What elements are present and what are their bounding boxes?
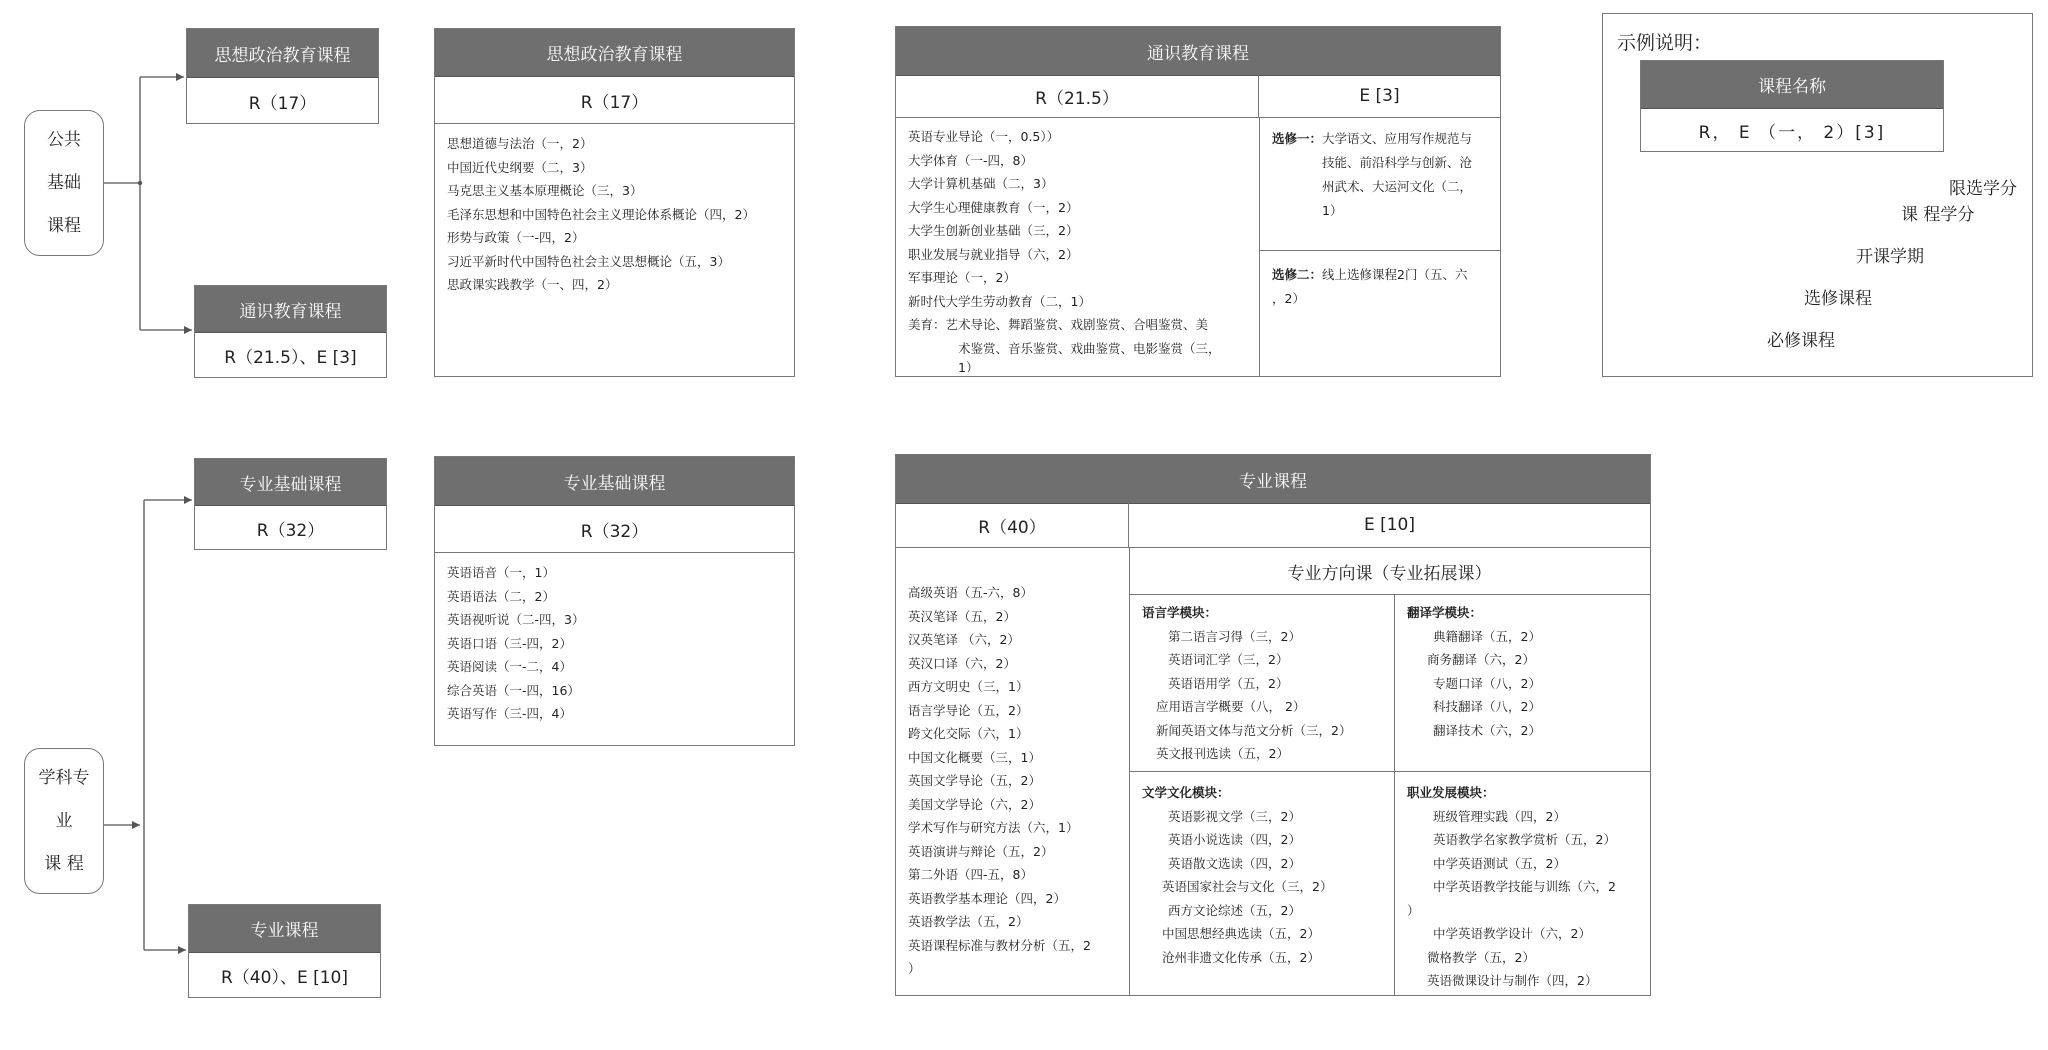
course-item: 英国文学导论（五，2） [908,773,1041,788]
course-item: 英语教学名家教学赏析（五，2） [1433,832,1616,847]
course-item: 马克思主义基本原理概论（三，3） [447,183,643,198]
course-item: 科技翻译（八，2） [1433,699,1541,714]
course-item: 英语词汇学（三，2） [1168,652,1289,667]
major-e-label: E [10] [1129,503,1650,548]
aesthetic-courses [908,313,1247,337]
course-item: 新时代大学生劳动教育（二，1） [908,293,1091,309]
elective2-line-1: 线上选修课程2门（五、六 [1322,267,1468,282]
course-item: 英语语音（一，1） [447,565,555,580]
major-basic-summary-box [194,458,387,550]
general-r-label: R（21.5） [896,75,1259,118]
course-item: 学术写作与研究方法（六，1） [908,820,1079,835]
general-r-course-list [896,119,1259,382]
legend-sample-value: R， E （一， 2）[3] [1698,123,1886,143]
public-basic-node [24,110,104,256]
aesthetic-line-3: 1） [958,360,979,372]
discipline-line-3: 课 程 [44,853,84,874]
course-item: 中学英语教学技能与训练（六，2 [1433,879,1616,894]
literature-module-title: 文学文化模块： [1142,785,1230,800]
major-basic-summary-credit: R（32） [256,520,325,541]
course-item: 新闻英语文体与范文分析（三，2） [1156,722,1352,738]
course-item: 英语专业导论（一，0.5）） [908,129,1060,144]
course-item: 大学生心理健康教育（一，2） [908,199,1079,215]
ideology-course-list [435,124,794,307]
course-item: 微格教学（五，2） [1427,949,1535,965]
major-basic-summary-title: 专业基础课程 [195,459,386,506]
course-item: 翻译技术（六，2） [1433,722,1541,738]
public-basic-line-2: 基础 [47,172,81,193]
course-item: 商务翻译（六，2） [1427,652,1535,667]
course-item: 英语国家社会与文化（三，2） [1162,879,1333,894]
course-item: 中国文化概要（三，1） [908,749,1041,765]
course-item: 典籍翻译（五，2） [1433,628,1541,644]
translation-module-title: 翻译学模块： [1407,605,1483,620]
course-item: 大学生创新创业基础（三，2） [908,223,1079,238]
course-item: ） [908,961,921,976]
course-item: 思政课实践教学（一、四，2） [447,277,618,292]
major-summary-box [188,904,381,998]
general-summary-credit: R（21.5）、E [3] [224,348,357,368]
elective1-label: 选修一： [1272,131,1323,146]
course-item: 英语影视文学（三，2） [1168,808,1301,824]
elective2-label: 选修二： [1272,267,1323,282]
linguistics-module [1130,595,1394,776]
course-item: 英语阅读（一-二，4） [447,659,572,674]
general-summary-box [194,285,387,378]
legend-label-limited-elective: 限选学分 [1949,179,2017,199]
course-item: 英语语用学（五，2） [1168,675,1289,691]
course-item: 中国思想经典选读（五，2） [1162,926,1320,941]
ideology-summary-title: 思想政治教育课程 [187,29,378,78]
major-detail-title: 专业课程 [896,455,1650,504]
course-item: 英语演讲与辩论（五，2） [908,843,1054,859]
major-basic-detail-credit: R（32） [435,506,794,553]
course-item: 英语课程标准与教材分析（五，2 [908,937,1091,953]
course-item: 英语小说选读（四，2） [1168,832,1301,847]
linguistics-module-title: 语言学模块： [1142,605,1218,620]
course-item: 班级管理实践（四，2） [1433,808,1566,824]
course-item: 语言学导论（五，2） [908,702,1029,718]
elective2-line-2: ，2） [1272,291,1305,306]
course-item: 美国文学导论（六，2） [908,796,1041,812]
career-module [1395,771,1650,1003]
course-item: 中国近代史纲要（二，3） [447,159,593,175]
course-item: 英语写作（三-四，4） [447,706,572,721]
major-basic-course-list [435,553,794,736]
course-item: 职业发展与就业指导（六，2） [908,246,1079,262]
aesthetic-line-1: 艺术导论、舞蹈鉴赏、戏剧鉴赏、合唱鉴赏、美 [945,317,1209,332]
public-basic-line-3: 课程 [47,215,81,236]
course-item: 英语视听说（二-四，3） [447,612,585,627]
legend-label-elective: 选修课程 [1804,289,1872,309]
legend-heading: 示例说明： [1617,32,1713,54]
major-detail-box [895,454,1651,996]
major-summary-title: 专业课程 [189,905,380,953]
course-item: 英语语法（二，2） [447,588,555,604]
general-elective-2 [1260,251,1500,321]
major-basic-detail-title: 专业基础课程 [435,457,794,506]
course-item: 英汉口译（六，2） [908,655,1016,671]
course-item: 英语散文选读（四，2） [1168,855,1301,871]
public-basic-line-1: 公共 [47,129,81,150]
course-item: 英语教学法（五，2） [908,914,1029,929]
discipline-node [24,748,104,894]
legend-label-course-credit: 课 程学分 [1901,205,1975,225]
major-r-course-list [896,571,1129,991]
course-item: 英文报刊选读（五，2） [1156,746,1289,761]
course-item: 习近平新时代中国特色社会主义思想概论（五，3） [447,253,730,269]
course-item: 西方文论综述（五，2） [1168,902,1301,918]
discipline-line-2: 业 [55,810,73,831]
general-elective-1 [1260,119,1500,233]
ideology-detail-title: 思想政治教育课程 [435,29,794,77]
course-item: 英语教学基本理论（四，2） [908,890,1066,906]
course-item: 大学计算机基础（二，3） [908,176,1054,191]
elective1-line-4: 1） [1322,203,1343,218]
major-direction-label: 专业方向课（专业拓展课） [1129,548,1650,595]
course-item: 应用语言学概要（八， 2） [1156,699,1306,714]
aesthetic-line-2: 术鉴赏、音乐鉴赏、戏曲鉴赏、电影鉴赏（三， [958,340,1221,356]
course-item: 高级英语（五-六，8） [908,585,1033,600]
course-item: 英汉笔译（五，2） [908,608,1016,624]
major-basic-detail-box [434,456,795,746]
course-item: 英语口语（三-四，2） [447,635,572,651]
major-summary-credit: R（40）、E [10] [221,968,348,988]
legend-label-semester: 开课学期 [1856,247,1924,267]
elective1-line-3: 州武术、大运河文化（二， [1322,179,1473,194]
career-module-title: 职业发展模块： [1407,785,1495,800]
course-item: 沧州非遗文化传承（五，2） [1162,949,1320,965]
legend-label-required: 必修课程 [1767,331,1835,351]
course-item: 专题口译（八，2） [1433,675,1541,691]
legend-sample-box [1640,60,1944,152]
course-item: 形势与政策（一-四，2） [447,230,585,245]
course-item: ） [1407,902,1420,918]
course-item: 英语微课设计与制作（四，2） [1427,973,1598,988]
course-item: 第二语言习得（三，2） [1168,628,1301,644]
general-summary-title: 通识教育课程 [195,286,386,333]
course-item: 思想道德与法治（一，2） [447,136,593,151]
course-item: 大学体育（一-四，8） [908,152,1033,168]
ideology-summary-box [186,28,379,124]
ideology-detail-box [434,28,795,377]
course-item: 综合英语（一-四，16） [447,682,580,698]
elective1-line-2: 技能、前沿科学与创新、沧 [1322,155,1473,170]
course-item: 毛泽东思想和中国特色社会主义理论体系概论（四，2） [447,206,755,222]
major-r-label: R（40） [896,503,1129,548]
course-item: 跨文化交际（六，1） [908,726,1029,741]
legend-box [1602,13,2033,377]
aesthetic-label: 美育： [908,317,946,332]
discipline-line-1: 学科专 [38,767,90,788]
course-item: 汉英笔译 （六，2） [908,632,1020,647]
ideology-detail-credit: R（17） [435,77,794,124]
ideology-summary-credit: R（17） [248,93,317,114]
elective1-line-1: 大学语文、应用写作规范与 [1322,131,1473,146]
general-detail-box [895,26,1501,377]
course-item: 西方文明史（三，1） [908,679,1029,694]
legend-sample-title: 课程名称 [1641,61,1943,109]
course-item: 中学英语教学设计（六，2） [1433,926,1591,941]
course-item: 中学英语测试（五，2） [1433,855,1566,871]
literature-module [1130,771,1394,979]
course-item: 军事理论（一，2） [908,270,1016,285]
translation-module [1395,595,1650,752]
general-detail-title: 通识教育课程 [896,27,1500,76]
general-e-label: E [3] [1259,75,1500,118]
course-item: 第二外语（四-五，8） [908,867,1033,882]
